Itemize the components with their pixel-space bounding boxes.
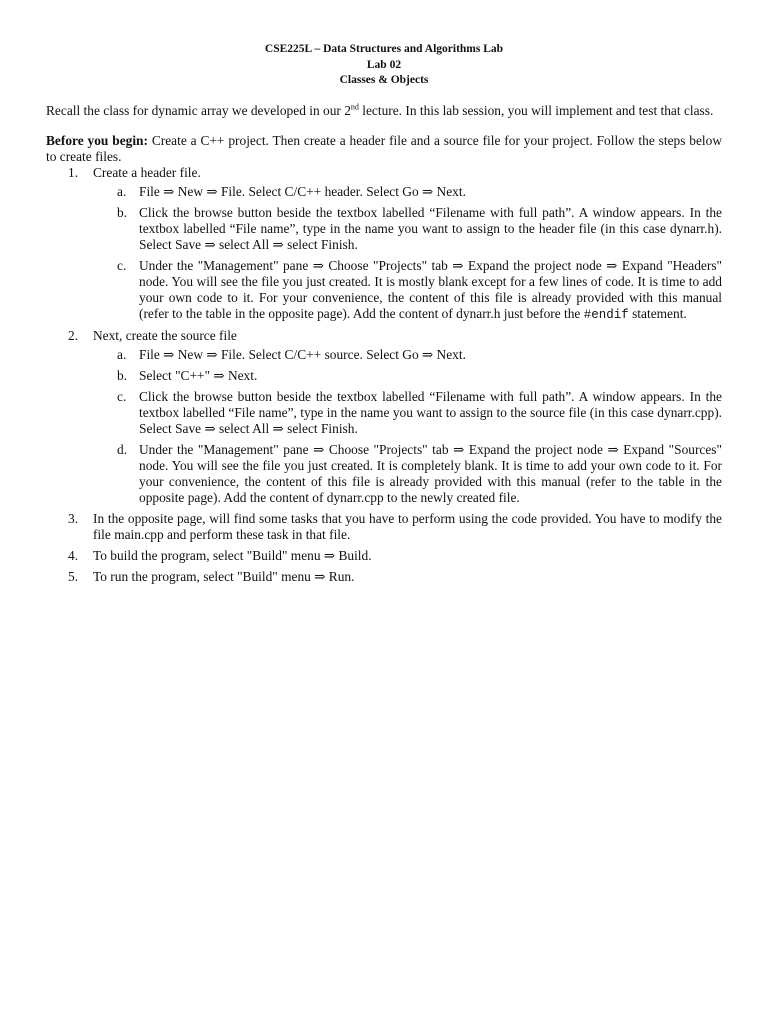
step-item [46, 548, 722, 564]
step-number: 5. [68, 568, 79, 584]
substep-letter: a. [117, 183, 127, 199]
substep-text: Under the "Management" pane ⇒ Choose "Projects" tab ⇒ Expand the project node ⇒ Expand "Headers" node. You will see the file you just created. It is mostly blank except for a few lines of code. It is time to add your own code to it. For your convenience, the content of this file is already provided with this manual (refer to the table in the opposite page). Add the content of dynarr.h just before the [139, 257, 722, 321]
step-text: Next, create the source file [93, 327, 237, 343]
intro-text-end: lecture. In this lab session, you will implement and test that class. [358, 102, 714, 118]
lab-topic: Classes & Objects [339, 74, 429, 86]
intro-paragraph [46, 103, 722, 119]
substep-letter: c. [117, 257, 127, 273]
intro-ordinal-suffix: nd [350, 102, 359, 112]
before-you-begin-paragraph [46, 133, 722, 165]
substep-letter: b. [117, 367, 128, 383]
substep-text: Under the "Management" pane ⇒ Choose "Projects" tab ⇒ Expand the project node ⇒ Expand "Sources" node. You will see the file you just created. It is completely blank. It is time to add your own code to it. For your convenience, the content of this file is already provided with this manual (refer to the table in the opposite page). Add the content of dynarr.cpp to the newly created file. [139, 441, 722, 505]
substep-letter: d. [117, 441, 128, 457]
step-number: 1. [68, 164, 79, 180]
substep-text: File ⇒ New ⇒ File. Select C/C++ source. Select Go ⇒ Next. [139, 346, 466, 362]
step-text: To run the program, select "Build" menu ⇒ Run. [93, 568, 355, 584]
step-text: To build the program, select "Build" menu ⇒ Build. [93, 547, 372, 563]
substep-text: File ⇒ New ⇒ File. Select C/C++ header. Select Go ⇒ Next. [139, 183, 466, 199]
step-text: Create a header file. [93, 164, 201, 180]
document-header [46, 42, 722, 89]
substep-text: Select "C++" ⇒ Next. [139, 367, 258, 383]
substep-item [93, 368, 722, 384]
step-item [46, 511, 722, 543]
step-text: In the opposite page, will find some tasks that you have to perform using the code provided. You have to modify the file main.cpp and perform these task in that file. [93, 510, 722, 542]
step-number: 3. [68, 510, 79, 526]
steps-list [46, 165, 722, 585]
lab-number: Lab 02 [366, 58, 402, 71]
substep-text-tail: statement. [628, 305, 687, 321]
substep-letter: c. [117, 388, 127, 404]
step-number: 4. [68, 547, 79, 563]
substep-letter: b. [117, 204, 128, 220]
course-title: CSE225L – Data Structures and Algorithms Lab [264, 43, 504, 55]
substep-text: Click the browse button beside the textbox labelled “Filename with full path”. A window appears. In the textbox labelled “File name”, type in the name you want to assign to the source file (in this case dynarr.cpp). Select Save ⇒ select All ⇒ select Finish. [139, 388, 722, 436]
step-item [46, 328, 722, 506]
substeps-list [93, 347, 722, 506]
substep-letter: a. [117, 346, 127, 362]
before-you-begin-label: Before you begin: [46, 132, 148, 148]
intro-text-start: Recall the class for dynamic array we developed in our 2 [46, 102, 351, 118]
substep-item [93, 347, 722, 363]
substep-item [93, 205, 722, 253]
step-number: 2. [68, 327, 79, 343]
step-item [46, 165, 722, 323]
substeps-list [93, 184, 722, 323]
substep-item [93, 442, 722, 506]
step-item [46, 569, 722, 585]
substep-item [93, 258, 722, 323]
substep-text: Click the browse button beside the textbox labelled “Filename with full path”. A window appears. In the textbox labelled “File name”, type in the name you want to assign to the header file (in this case dynarr.h). Select Save ⇒ select All ⇒ select Finish. [139, 204, 722, 252]
endif-code: #endif [583, 307, 629, 322]
before-you-begin-text: Create a C++ project. Then create a header file and a source file for your project. Follow the steps below to create files. [46, 132, 723, 164]
substep-item [93, 389, 722, 437]
substep-item [93, 184, 722, 200]
